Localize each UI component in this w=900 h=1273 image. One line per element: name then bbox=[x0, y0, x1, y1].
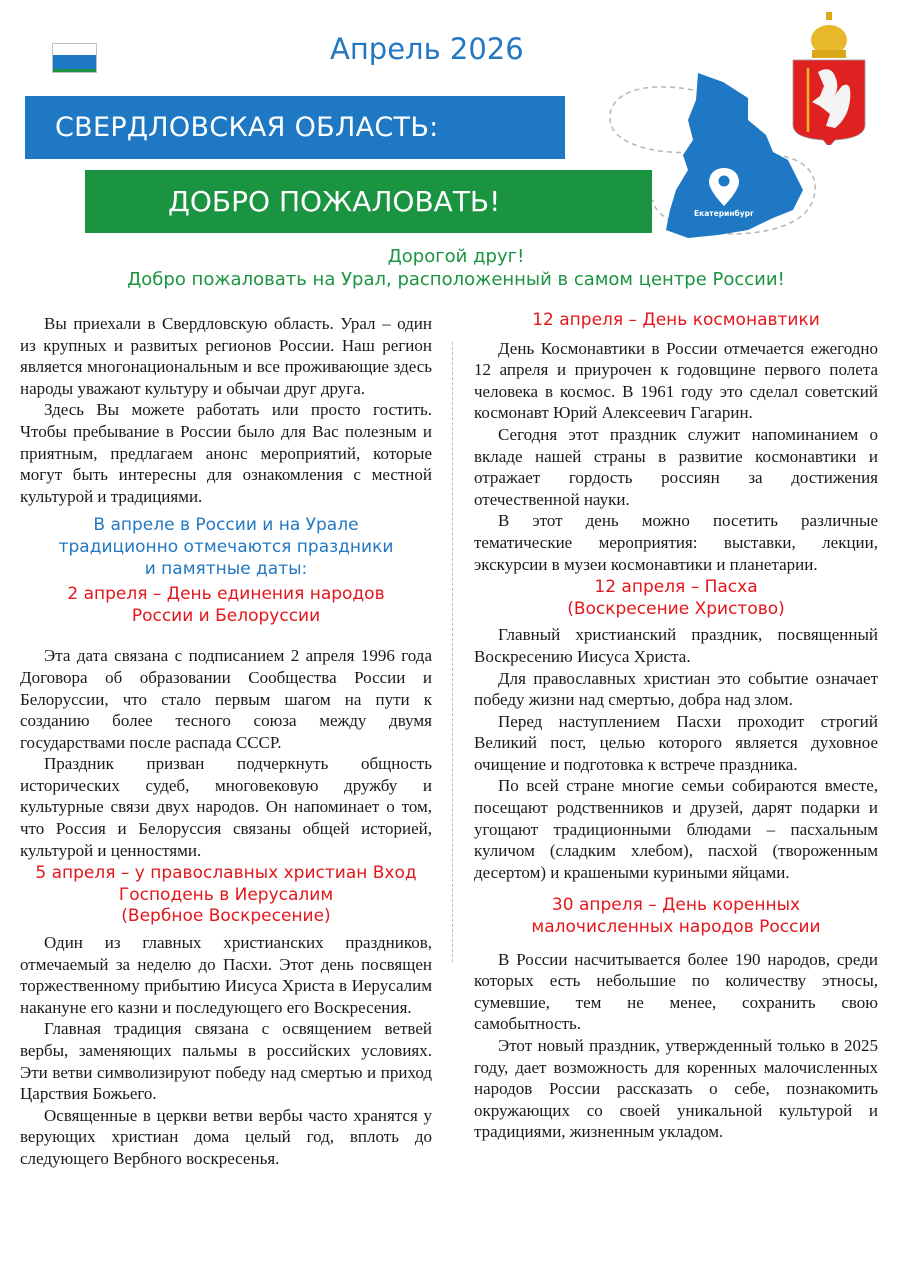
section-paragraph: Главный христианский праздник, посвященный Воскресению Иисуса Христа. bbox=[474, 625, 878, 666]
intro-paragraph: Вы приехали в Свердловскую область. Урал – один из крупных и развитых регионов России. Наш регион является многонациональным и все проживающие здесь народы уважают культуру и обычаи друг друга. bbox=[20, 314, 432, 398]
route-dashed-line bbox=[610, 87, 696, 153]
region-title-banner: СВЕРДЛОВСКАЯ ОБЛАСТЬ: bbox=[25, 96, 565, 159]
column-divider bbox=[452, 342, 453, 962]
left-column bbox=[20, 313, 432, 1170]
section-paragraph: Праздник призван подчеркнуть общность исторических судеб, многовековую дружбу и культурные связи двух народов. Он напоминает о том, что Россия и Белоруссия связаны общей историей, культурой и ценностями. bbox=[20, 754, 432, 860]
section-paragraph: День Космонавтики в России отмечается ежегодно 12 апреля и приурочен к годовщине первого полета человека в космос. В 1961 году это сделал советский космонавт Юрий Алексеевич Гагарин. bbox=[474, 338, 878, 423]
section-paragraph: Один из главных христианских праздников, отмечаемый за неделю до Пасхи. Этот день посвящен торжественному прибытию Иисуса Христа в Иерусалим накануне его казни и последующего его Воскресения. bbox=[20, 933, 432, 1017]
section-paragraph: По всей стране многие семьи собираются вместе, посещают родственников и друзей, дарят подарки и угощают традиционными блюдами – пасхальным куличом (сладким хлебом), пасхой (твороженным десертом) и крашеными куриными яйцами. bbox=[474, 776, 878, 882]
greeting-line-2: Добро пожаловать на Урал, расположенный в самом центре России! bbox=[127, 269, 785, 290]
map-city-label: Екатеринбург bbox=[694, 209, 754, 218]
section-title-palm-sunday: 5 апреля – у православных христиан Вход Господень в Иерусалим (Вербное Воскресение) bbox=[35, 863, 417, 927]
section-paragraph: Эта дата связана с подписанием 2 апреля 1996 года Договора об образовании Сообщества России и Белоруссии, что стало первым шагом на пути к созданию более тесного союза между двумя государствами после распада СССР. bbox=[20, 646, 432, 752]
section-title-unity-day: 2 апреля – День единения народов России и Белоруссии bbox=[67, 584, 385, 626]
section-title-cosmonautics-day: 12 апреля – День космонавтики bbox=[532, 310, 820, 330]
section-paragraph: Этот новый праздник, утвержденный только в 2025 году, дает возможность для коренных малочисленных народов России рассказать о себе, познакомить окружающих со своей уникальной культурой и традициями, жизненным укладом. bbox=[474, 1036, 878, 1142]
greeting bbox=[0, 245, 900, 291]
greeting-line-1: Дорогой друг! bbox=[387, 246, 525, 267]
holidays-heading: В апреле в России и на Урале традиционно отмечаются праздники и памятные даты: bbox=[58, 515, 394, 579]
sverdlovsk-flag-icon bbox=[52, 43, 97, 73]
crown-icon bbox=[811, 12, 847, 58]
section-title-easter: 12 апреля – Пасха (Воскресение Христово) bbox=[567, 577, 785, 619]
welcome-banner: ДОБРО ПОЖАЛОВАТЬ! bbox=[85, 170, 652, 233]
section-paragraph: Главная традиция связана с освящением ветвей вербы, заменяющих пальмы в российских условиях. Эти ветви символизируют победу над смертью и приход Царствия Божьего. bbox=[20, 1019, 432, 1104]
section-paragraph: В этот день можно посетить различные тематические мероприятия: выставки, лекции, экскурсии в музеи космонавтики и планетарии. bbox=[474, 511, 878, 574]
section-paragraph: Для православных христиан это событие означает победу жизни над смертью, добра над злом. bbox=[474, 668, 878, 710]
issue-date: Апрель 2026 bbox=[330, 32, 524, 66]
intro-paragraph: Здесь Вы можете работать или просто гостить. Чтобы пребывание в России было для Вас полезным и приятным, предлагаем анонс мероприятий, которые могут быть интересны для ознакомления с местной культурой и традициями. bbox=[20, 400, 432, 506]
section-paragraph: Перед наступлением Пасхи проходит строгий Великий пост, целью которого является духовное очищение и подготовка к встрече праздника. bbox=[474, 711, 878, 774]
section-paragraph: Освященные в церкви ветви вербы часто хранятся у верующих христиан дома целый год, вплоть до следующего Вербного воскресенья. bbox=[20, 1105, 432, 1168]
section-paragraph: В России насчитывается более 190 народов, среди которых есть небольшие по количеству этносы, сумевшие, тем не менее, сохранить свою самобытность. bbox=[474, 949, 878, 1034]
right-column bbox=[474, 310, 878, 1143]
section-paragraph: Сегодня этот праздник служит напоминанием о вкладе нашей страны в развитие космонавтики и отражает гордость россиян за достижения отечественной науки. bbox=[474, 424, 878, 509]
coat-of-arms-icon bbox=[790, 10, 868, 145]
section-title-indigenous-peoples-day: 30 апреля – День коренных малочисленных народов России bbox=[531, 895, 821, 938]
